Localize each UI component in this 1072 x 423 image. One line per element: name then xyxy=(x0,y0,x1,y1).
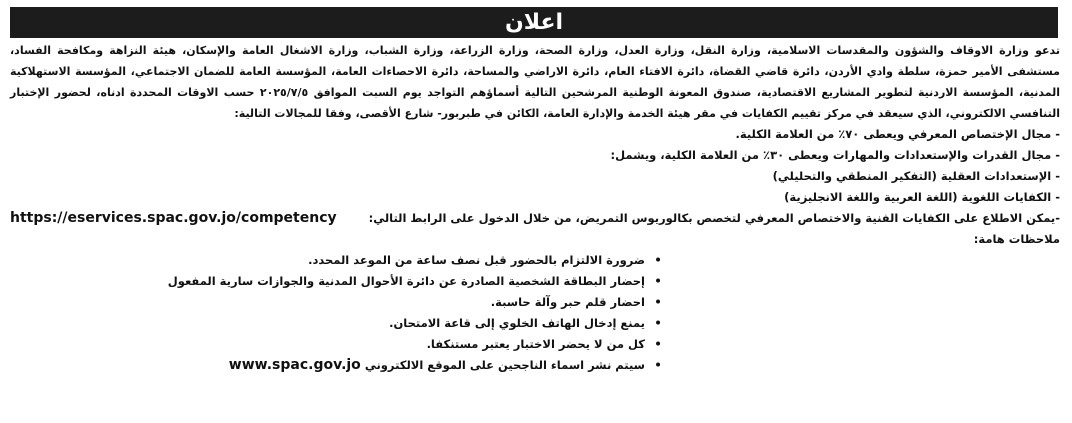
field-text: مجال الإختصاص المعرفي ويعطى ٧٠٪ من العلامة الكلية. xyxy=(735,127,1052,141)
field-item xyxy=(10,124,1060,145)
intro-paragraph: تدعو وزارة الاوقاف والشؤون والمقدسات الاسلامية، وزارة النقل، وزارة العدل، وزارة الصحة، وزارة الزراعة، وزارة الشباب، وزارة الاشغال العامة والإسكان، هيئة النزاهة ومكافحة الفساد، مستشفى الأمير حمزة، سلطة وادي الأردن، دائرة قاضي القضاة، دائرة الافتاء العام، دائرة الاراضي والمساحة، دائرة الاحصاءات العامة، المؤسسة العامة للضمان الاجتماعي، المؤسسة الاستهلاكية المدنية، المؤسسة الاردنية لتطوير المشاريع الاقتصادية، صندوق المعونة الوطنية المرشحين التالية أسماؤهم التواجد يوم السبت الموافق ٢٠٢٥/٧/٥ حسب الاوقات المحددة ادناه، لحضور الإختبار التنافسي الالكتروني، الذي سيعقد في مركز تقييم الكفايات في مقر هيئة الخدمة والإدارة العامة، الكائن في طبربور- شارع الأقصى، وفقا للمجالات التالية: xyxy=(10,44,1061,120)
competency-link-text: -يمكن الاطلاع على الكفايات الفنية والاختصاص المعرفي لتخصص بكالوريوس التمريض، من خلال الدخول على الرابط التالي: xyxy=(368,211,1060,225)
fields-list xyxy=(10,124,1060,208)
note-item xyxy=(10,292,665,313)
notes-list xyxy=(10,250,1060,376)
note-text: ضرورة الالتزام بالحضور قبل نصف ساعة من الموعد المحدد. xyxy=(308,253,645,267)
field-text: الكفايات اللغوية (اللغة العربية واللغة الانجليزية) xyxy=(784,190,1052,204)
bullet-icon: • xyxy=(654,253,662,267)
note-text: إحضار البطاقة الشخصية الصادرة عن دائرة الأحوال المدنية والجوازات سارية المفعول xyxy=(167,274,645,288)
notes-title: ملاحظات هامة: xyxy=(973,232,1060,246)
note-text: احضار قلم حبر وآلة حاسبة. xyxy=(490,295,645,309)
note-item xyxy=(10,250,665,271)
dash-bullet: - xyxy=(1055,190,1060,204)
announcement-title: اعلان xyxy=(504,10,564,35)
competency-link-line xyxy=(10,208,1060,229)
field-item xyxy=(10,145,1060,166)
note-item xyxy=(10,271,665,292)
bullet-icon: • xyxy=(654,295,662,309)
field-text: مجال القدرات والإستعدادات والمهارات ويعطى ٣٠٪ من العلامة الكلية، ويشمل: xyxy=(610,148,1052,162)
dash-bullet: - xyxy=(1055,169,1060,183)
announcement-title-bar xyxy=(10,7,1058,38)
note-text: سيتم نشر اسماء الناجحين على الموقع الالكتروني xyxy=(364,358,645,372)
note-item xyxy=(10,355,665,376)
field-text: الإستعدادات العقلية (التفكير المنطقي والتحليلي) xyxy=(772,169,1052,183)
note-item xyxy=(10,313,665,334)
dash-bullet: - xyxy=(1055,127,1060,141)
bullet-icon: • xyxy=(654,316,662,330)
competency-url-link[interactable]: https://eservices.spac.gov.jo/competency xyxy=(10,210,337,226)
website-link[interactable]: www.spac.gov.jo xyxy=(228,357,361,373)
dash-bullet: - xyxy=(1055,148,1060,162)
field-item xyxy=(10,166,1060,187)
announcement-body xyxy=(10,40,1060,376)
field-item xyxy=(10,187,1060,208)
bullet-icon: • xyxy=(654,337,662,351)
bullet-icon: • xyxy=(654,358,662,372)
note-text: يمنع إدخال الهاتف الخلوي إلى قاعة الامتحان. xyxy=(389,316,645,330)
bullet-icon: • xyxy=(654,274,662,288)
note-item xyxy=(10,334,665,355)
note-text: كل من لا يحضر الاختبار يعتبر مستنكفا. xyxy=(426,337,645,351)
